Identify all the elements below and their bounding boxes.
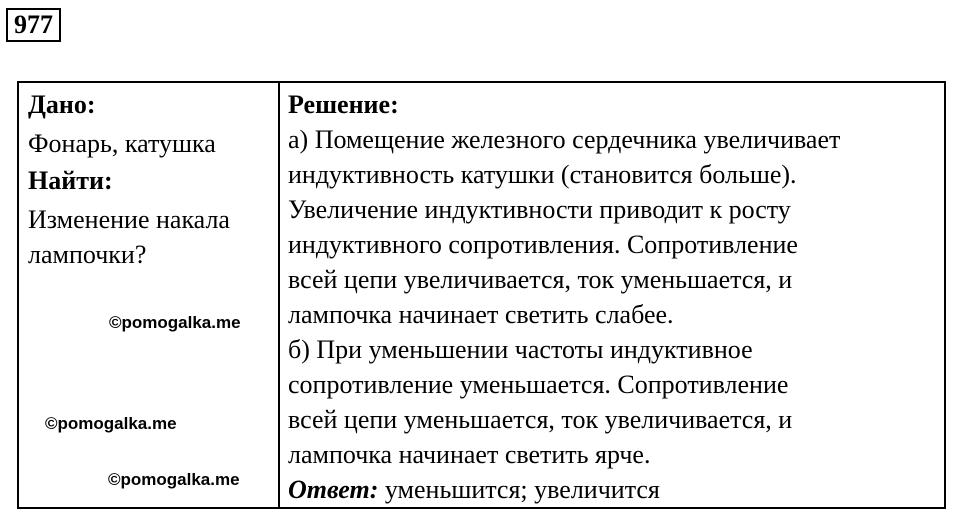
problem-number: 977 xyxy=(6,8,61,42)
find-line: Изменение накала xyxy=(28,205,230,234)
watermark: ©pomogalka.me xyxy=(108,470,240,489)
solution-line: лампочка начинает светить ярче. xyxy=(288,440,651,469)
watermark: ©pomogalka.me xyxy=(45,414,177,433)
solution-line: индуктивного сопротивления. Сопротивление xyxy=(288,230,798,259)
column-divider xyxy=(278,83,280,507)
answer-label: Ответ: xyxy=(288,475,379,504)
solution-table xyxy=(17,81,946,509)
given-column xyxy=(28,87,276,507)
given-label: Дано: xyxy=(28,90,96,119)
solution-line: всей цепи уменьшается, ток увеличивается, и xyxy=(288,405,793,434)
answer-text: уменьшится; увеличится xyxy=(378,475,660,504)
solution-label: Решение: xyxy=(288,90,399,119)
find-line: лампочки? xyxy=(28,240,147,269)
watermark: ©pomogalka.me xyxy=(109,313,241,332)
solution-column xyxy=(288,87,943,507)
solution-line: всей цепи увеличивается, ток уменьшается, и xyxy=(288,265,793,294)
find-label: Найти: xyxy=(28,166,113,195)
solution-line: сопротивление уменьшается. Сопротивление xyxy=(288,370,789,399)
solution-line: б) При уменьшении частоты индуктивное xyxy=(288,335,753,364)
solution-line: индуктивность катушки (становится больше). xyxy=(288,160,797,189)
given-value: Фонарь, катушка xyxy=(28,129,216,158)
solution-line: лампочка начинает светить слабее. xyxy=(288,300,674,329)
answer-line xyxy=(288,472,943,507)
solution-line: а) Помещение железного сердечника увеличивает xyxy=(288,125,841,154)
solution-line: Увеличение индуктивности приводит к росту xyxy=(288,195,791,224)
